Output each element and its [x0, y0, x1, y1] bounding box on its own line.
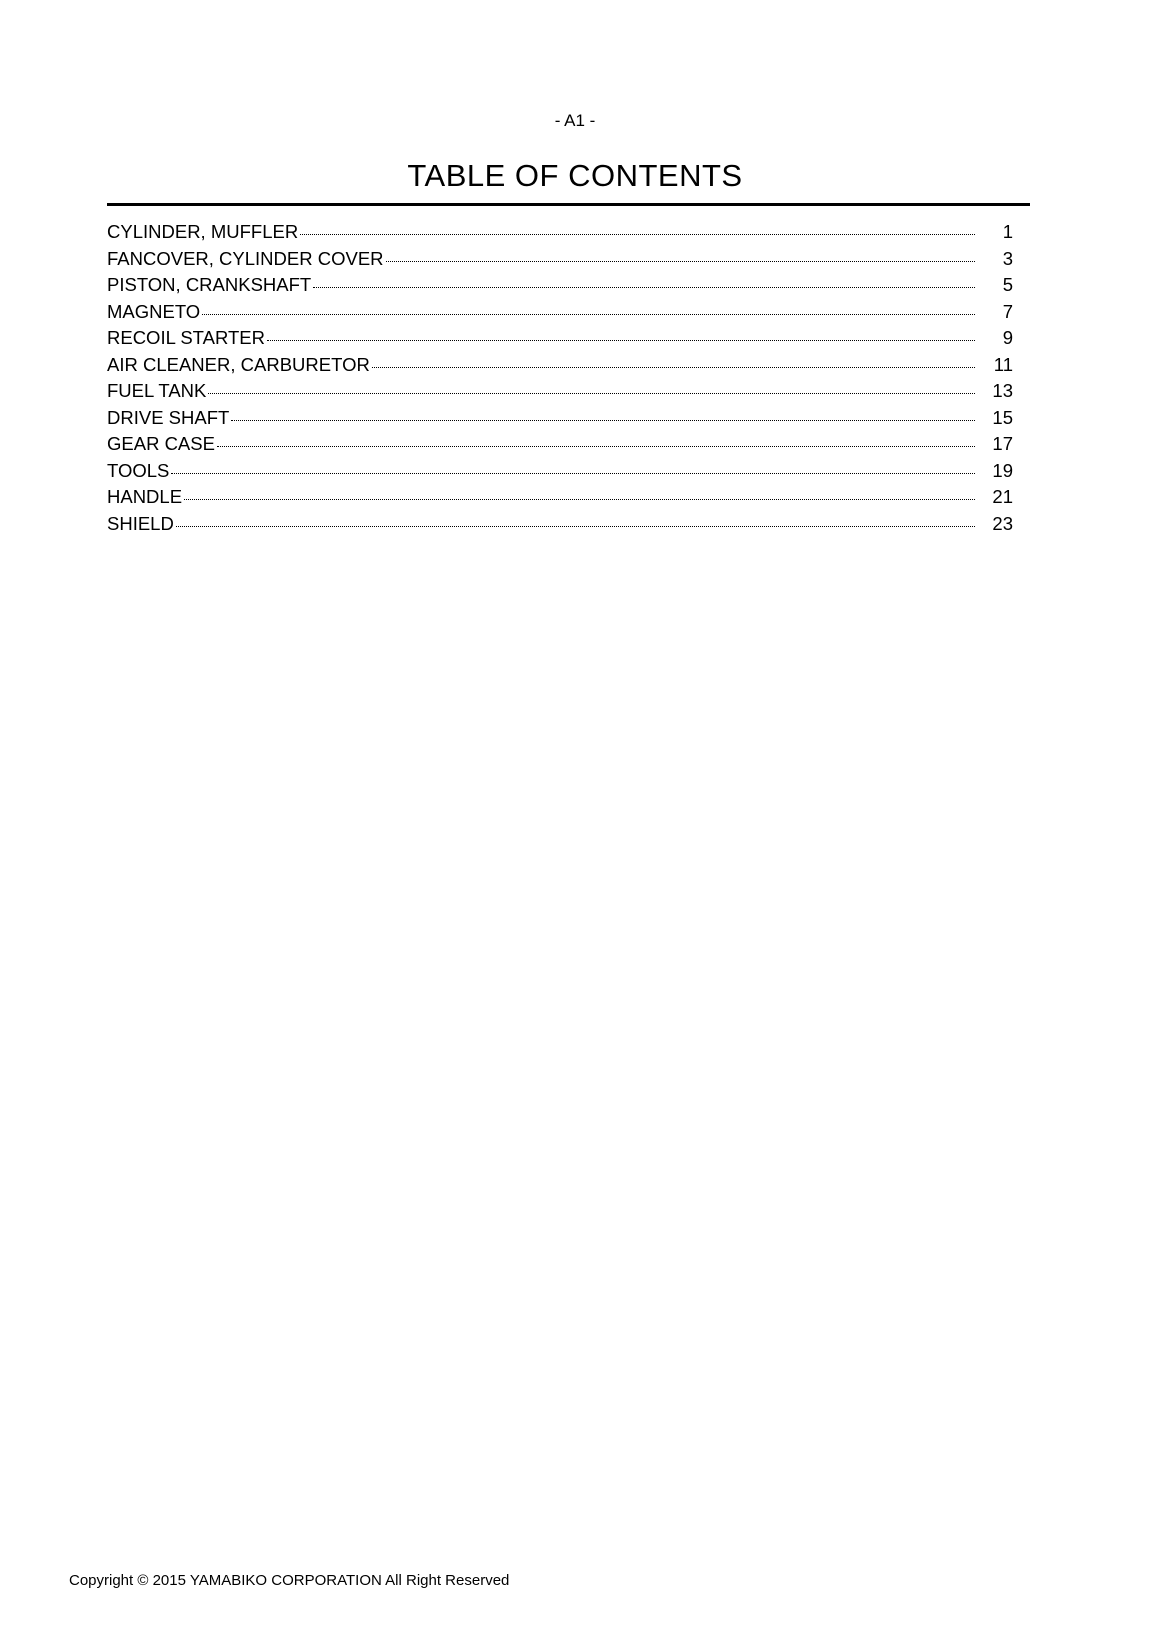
toc-entry-air-cleaner-carburetor[interactable]	[107, 352, 1013, 379]
dot-leader	[208, 393, 975, 394]
dot-leader	[300, 234, 975, 235]
toc-entry-page: 17	[992, 433, 1013, 454]
toc-entry-page: 3	[1002, 247, 1013, 269]
toc-entry-label: DRIVE SHAFT	[107, 406, 230, 428]
dot-leader	[231, 420, 975, 421]
toc-entry-page: 9	[1002, 327, 1013, 348]
copyright-notice: Copyright © 2015 YAMABIKO CORPORATION All Right Reserved	[69, 1572, 510, 1589]
dot-leader	[202, 314, 975, 315]
toc-entry-label: SHIELD	[107, 512, 174, 534]
dot-leader	[267, 340, 975, 341]
toc-entry-cylinder-muffler[interactable]	[107, 219, 1013, 246]
toc-entry-recoil-starter[interactable]	[107, 325, 1013, 352]
toc-entry-label: CYLINDER, MUFFLER	[107, 221, 299, 242]
dot-leader	[217, 446, 975, 447]
dot-leader	[171, 473, 975, 474]
toc-entry-handle[interactable]	[107, 484, 1013, 511]
toc-entry-drive-shaft[interactable]	[107, 405, 1013, 432]
toc-entry-label: AIR CLEANER, CARBURETOR	[107, 353, 370, 375]
toc-entry-label: PISTON, CRANKSHAFT	[107, 274, 312, 295]
toc-entry-tools[interactable]	[107, 458, 1013, 485]
toc-entry-label: MAGNETO	[107, 300, 201, 322]
title-divider	[107, 203, 1030, 206]
dot-leader	[386, 261, 975, 262]
toc-entry-shield[interactable]	[107, 511, 1013, 538]
toc-entry-page: 13	[992, 380, 1013, 401]
toc-entry-label: GEAR CASE	[107, 433, 215, 454]
toc-entry-gear-case[interactable]	[107, 431, 1013, 458]
toc-entry-magneto[interactable]	[107, 299, 1013, 326]
toc-entry-label: FANCOVER, CYLINDER COVER	[107, 247, 384, 269]
toc-entry-label: HANDLE	[107, 486, 183, 507]
toc-entry-piston-crankshaft[interactable]	[107, 272, 1013, 299]
dot-leader	[372, 367, 975, 368]
page-number: - A1 -	[554, 111, 596, 130]
dot-leader	[176, 526, 975, 527]
toc-entry-page: 19	[992, 459, 1013, 481]
toc-entry-page: 11	[993, 353, 1013, 375]
toc-entry-page: 1	[1002, 221, 1013, 242]
page-title: TABLE OF CONTENTS	[407, 158, 743, 193]
toc-list	[107, 219, 1013, 537]
toc-entry-page: 5	[1002, 274, 1013, 295]
toc-entry-label: RECOIL STARTER	[107, 327, 265, 348]
toc-entry-page: 15	[992, 406, 1013, 428]
toc-entry-page: 23	[992, 512, 1013, 534]
toc-entry-label: TOOLS	[107, 459, 170, 481]
toc-entry-page: 7	[1002, 300, 1013, 322]
toc-entry-label: FUEL TANK	[107, 380, 207, 401]
dot-leader	[313, 287, 975, 288]
toc-entry-fuel-tank[interactable]	[107, 378, 1013, 405]
toc-entry-page: 21	[992, 486, 1013, 507]
toc-entry-fancover-cylinder-cover[interactable]	[107, 246, 1013, 273]
dot-leader	[184, 499, 975, 500]
